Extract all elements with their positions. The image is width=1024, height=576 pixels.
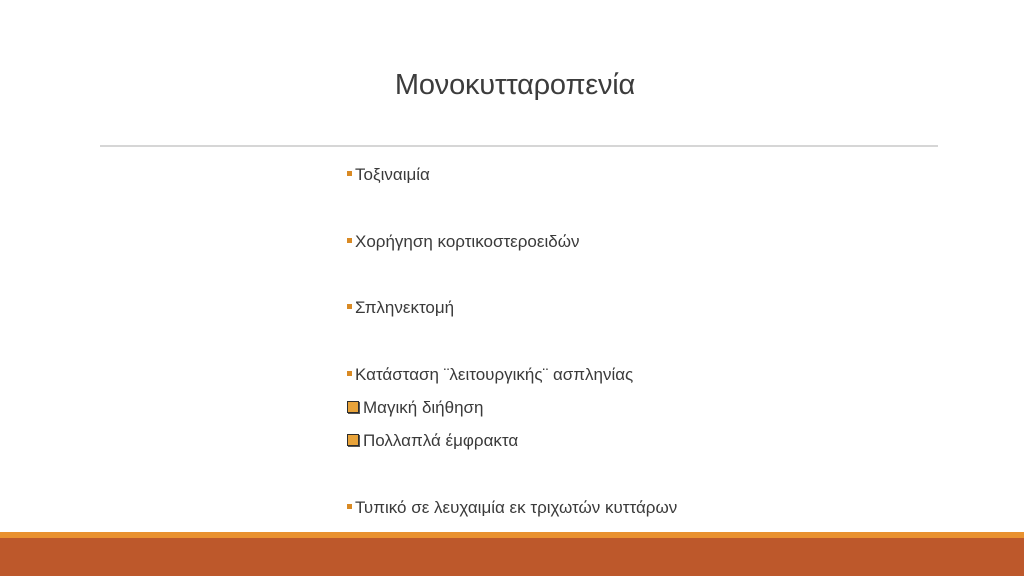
sub-bullet-text: Πολλαπλά έμφρακτα bbox=[363, 431, 519, 450]
bullet-item bbox=[347, 231, 579, 253]
square-bullet-icon bbox=[347, 371, 352, 376]
box-bullet-icon bbox=[347, 401, 359, 413]
box-bullet-icon bbox=[347, 434, 359, 446]
bullet-item bbox=[347, 164, 430, 186]
bullet-text: Τοξιναιμία bbox=[355, 165, 430, 184]
sub-bullet-text: Μαγική διήθηση bbox=[363, 398, 484, 417]
bullet-text: Τυπικό σε λευχαιμία εκ τριχωτών κυττάρων bbox=[355, 498, 678, 517]
square-bullet-icon bbox=[347, 304, 352, 309]
title-divider bbox=[100, 145, 938, 147]
bullet-item bbox=[347, 364, 633, 386]
bullet-text: Σπληνεκτομή bbox=[355, 298, 455, 317]
bullet-item bbox=[347, 497, 677, 519]
bullet-item bbox=[347, 297, 454, 319]
square-bullet-icon bbox=[347, 171, 352, 176]
sub-bullet-item bbox=[347, 430, 518, 452]
square-bullet-icon bbox=[347, 504, 352, 509]
slide-title: Μονοκυτταροπενία bbox=[394, 69, 636, 101]
bullet-text: Κατάσταση ¨λειτουργικής¨ ασπληνίας bbox=[355, 365, 634, 384]
sub-bullet-item bbox=[347, 397, 484, 419]
bullet-text: Χορήγηση κορτικοστεροειδών bbox=[355, 232, 580, 251]
square-bullet-icon bbox=[347, 238, 352, 243]
footer-band bbox=[0, 538, 1024, 576]
